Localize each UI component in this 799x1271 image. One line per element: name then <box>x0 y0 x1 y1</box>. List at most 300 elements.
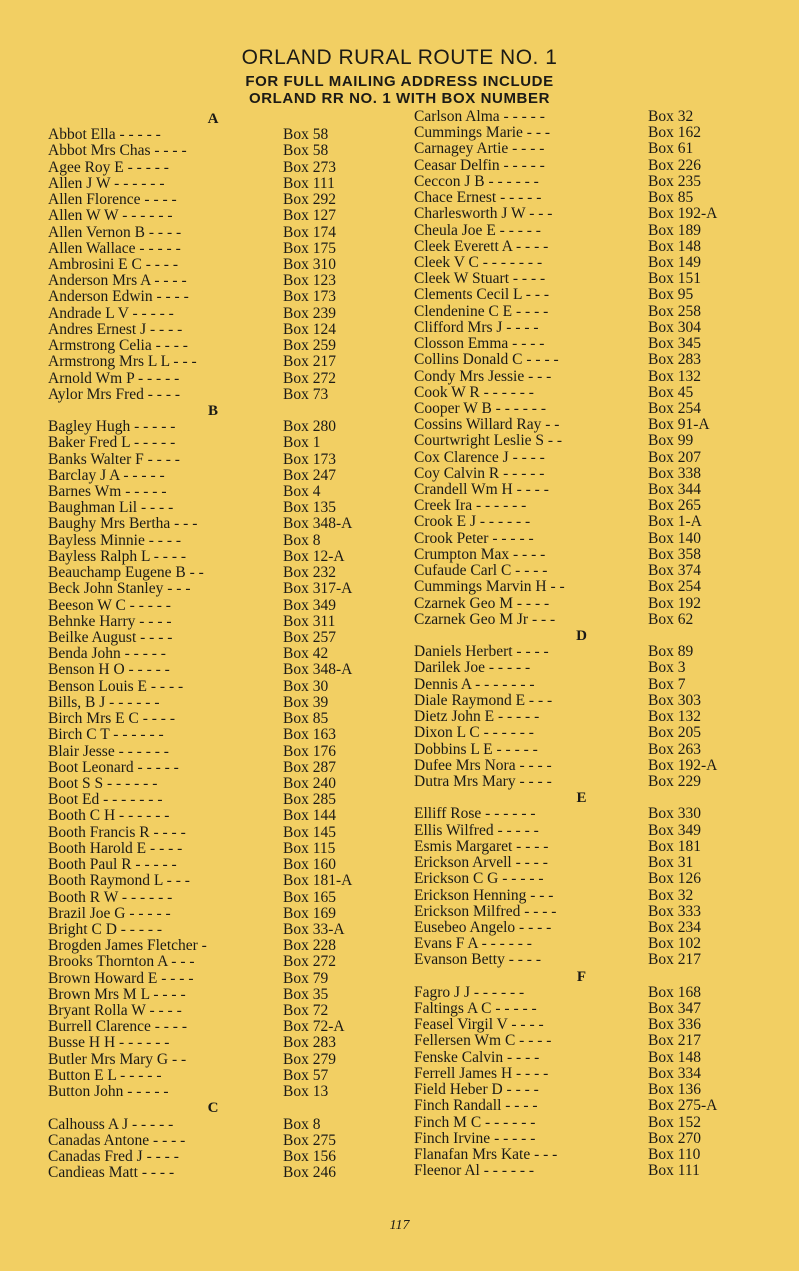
resident-name: Cummings Marie - - - <box>414 124 551 142</box>
right-column <box>414 109 764 1179</box>
directory-entry <box>414 920 764 936</box>
resident-name: Burrell Clarence - - - - <box>48 1018 188 1036</box>
box-number: Box 181-A <box>283 872 353 890</box>
section-letter: D <box>576 628 587 644</box>
resident-name: Finch Randall - - - - <box>414 1097 538 1115</box>
resident-name: Cummings Marvin H - - <box>414 578 565 596</box>
box-number: Box 273 <box>283 158 336 176</box>
box-number: Box 89 <box>648 643 694 661</box>
directory-entry <box>48 533 383 549</box>
directory-entry <box>414 174 764 190</box>
directory-entry <box>48 273 383 289</box>
box-number: Box 102 <box>648 935 701 953</box>
resident-name: Daniels Herbert - - - - <box>414 643 549 661</box>
resident-name: Butler Mrs Mary G - - <box>48 1050 187 1068</box>
box-number: Box 12-A <box>283 547 345 565</box>
resident-name: Carlson Alma - - - - - <box>414 108 545 125</box>
directory-entry <box>48 225 383 241</box>
box-number: Box 126 <box>648 870 701 888</box>
directory-entry <box>414 823 764 839</box>
directory-entry <box>48 208 383 224</box>
directory-entry <box>414 1163 764 1179</box>
resident-name: Dobbins L E - - - - - <box>414 740 538 758</box>
directory-entry <box>414 401 764 417</box>
box-number: Box 317-A <box>283 580 353 598</box>
resident-name: Cook W R - - - - - - <box>414 383 534 401</box>
resident-name: Fenske Calvin - - - - <box>414 1048 540 1066</box>
section-letter: A <box>207 111 219 127</box>
resident-name: Birch Mrs E C - - - - <box>48 710 175 728</box>
box-number: Box 85 <box>648 189 694 207</box>
directory-entry <box>414 1033 764 1049</box>
box-number: Box 229 <box>648 772 701 790</box>
resident-name: Brooks Thornton A - - - <box>48 953 195 971</box>
box-number: Box 283 <box>648 351 701 369</box>
resident-name: Birch C T - - - - - - <box>48 726 164 744</box>
directory-entry <box>414 482 764 498</box>
directory-entry <box>48 1068 383 1084</box>
directory-entry <box>414 450 764 466</box>
resident-name: Closson Emma - - - - <box>414 335 545 353</box>
box-number: Box 310 <box>283 255 336 273</box>
box-number: Box 57 <box>283 1066 329 1084</box>
box-number: Box 257 <box>283 629 336 646</box>
directory-entry <box>48 549 383 565</box>
directory-entry <box>414 725 764 741</box>
box-number: Box 192-A <box>648 205 718 223</box>
resident-name: Cossins Willard Ray - - <box>414 416 560 434</box>
resident-name: Andres Ernest J - - - - <box>48 320 183 338</box>
directory-entry <box>414 190 764 206</box>
box-number: Box 124 <box>283 320 336 338</box>
directory-entry <box>48 808 383 824</box>
directory-entry <box>48 825 383 841</box>
directory-entry <box>414 385 764 401</box>
box-number: Box 72-A <box>283 1018 345 1036</box>
box-number: Box 115 <box>283 839 336 857</box>
box-number: Box 240 <box>283 774 336 792</box>
directory-entry <box>414 1147 764 1163</box>
box-number: Box 85 <box>283 710 329 728</box>
resident-name: Benson H O - - - - - <box>48 661 170 679</box>
resident-name: Booth Francis R - - - - <box>48 823 186 841</box>
resident-name: Eusebeo Angelo - - - - <box>414 918 552 936</box>
directory-entry <box>414 125 764 141</box>
box-number: Box 32 <box>648 886 694 904</box>
resident-name: Dixon L C - - - - - - <box>414 724 534 742</box>
directory-entry <box>48 662 383 678</box>
box-number: Box 226 <box>648 156 701 174</box>
directory-entry <box>414 239 764 255</box>
resident-name: Benda John - - - - - <box>48 645 166 663</box>
resident-name: Crumpton Max - - - - <box>414 545 546 563</box>
resident-name: Booth Paul R - - - - - <box>48 856 177 874</box>
directory-entry <box>48 160 383 176</box>
resident-name: Allen Vernon B - - - - <box>48 223 182 241</box>
resident-name: Brogden James Fletcher - <box>48 937 207 955</box>
directory-entry <box>48 760 383 776</box>
directory-entry <box>48 143 383 159</box>
box-number: Box 348-A <box>283 661 353 679</box>
directory-entry <box>48 614 383 630</box>
resident-name: Cleek W Stuart - - - - <box>414 270 546 288</box>
subtitle-line-2: ORLAND RR NO. 1 WITH BOX NUMBER <box>248 90 551 107</box>
box-number: Box 174 <box>283 223 336 241</box>
box-number: Box 13 <box>283 1083 329 1101</box>
resident-name: Boot Ed - - - - - - - <box>48 791 163 809</box>
box-number: Box 247 <box>283 466 336 484</box>
box-number: Box 232 <box>283 564 336 582</box>
resident-name: Evans F A - - - - - - <box>414 935 532 953</box>
resident-name: Cox Clarence J - - - - <box>414 448 545 466</box>
box-number: Box 45 <box>648 383 694 401</box>
directory-entry <box>414 1131 764 1147</box>
directory-entry <box>48 987 383 1003</box>
resident-name: Coy Calvin R - - - - - <box>414 464 545 482</box>
directory-entry <box>48 176 383 192</box>
directory-entry <box>48 954 383 970</box>
box-number: Box 334 <box>648 1064 701 1082</box>
resident-name: Bayless Minnie - - - - <box>48 531 182 549</box>
resident-name: Darilek Joe - - - - - <box>414 659 531 677</box>
resident-name: Armstrong Celia - - - - <box>48 337 188 355</box>
box-number: Box 162 <box>648 124 701 142</box>
box-number: Box 181 <box>648 837 701 855</box>
directory-entry <box>48 1117 383 1133</box>
resident-name: Feasel Virgil V - - - - <box>414 1016 544 1034</box>
directory-entry <box>414 855 764 871</box>
resident-name: Abbot Mrs Chas - - - - <box>48 142 187 160</box>
resident-name: Clifford Mrs J - - - - <box>414 318 539 336</box>
resident-name: Erickson Henning - - - <box>414 886 554 904</box>
resident-name: Bagley Hugh - - - - - <box>48 418 176 436</box>
box-number: Box 333 <box>648 902 701 920</box>
directory-entry <box>414 952 764 968</box>
box-number: Box 73 <box>283 385 329 403</box>
resident-name: Ferrell James H - - - - <box>414 1064 549 1082</box>
resident-name: Barnes Wm - - - - - <box>48 483 167 501</box>
directory-entry <box>414 141 764 157</box>
resident-name: Baker Fred L - - - - - <box>48 434 176 452</box>
box-number: Box 151 <box>648 270 701 288</box>
resident-name: Bright C D - - - - - <box>48 920 163 938</box>
resident-name: Brown Mrs M L - - - - <box>48 985 186 1003</box>
directory-entry <box>414 563 764 579</box>
resident-name: Czarnek Geo M - - - - <box>414 594 550 612</box>
box-number: Box 127 <box>283 207 336 225</box>
box-number: Box 217 <box>283 353 336 371</box>
box-number: Box 169 <box>283 904 336 922</box>
resident-name: Brazil Joe G - - - - - <box>48 904 171 922</box>
box-number: Box 62 <box>648 610 694 628</box>
directory-entry <box>48 192 383 208</box>
directory-entry <box>414 936 764 952</box>
page-title: ORLAND RURAL ROUTE NO. 1 <box>241 46 558 69</box>
resident-name: Faltings A C - - - - - <box>414 1000 537 1018</box>
directory-entry <box>414 871 764 887</box>
box-number: Box 217 <box>648 951 701 969</box>
box-number: Box 135 <box>283 499 336 517</box>
directory-entry <box>48 971 383 987</box>
box-number: Box 192-A <box>648 756 718 774</box>
resident-name: Armstrong Mrs L L - - - <box>48 353 197 371</box>
box-number: Box 283 <box>283 1034 336 1052</box>
resident-name: Finch Irvine - - - - - <box>414 1129 536 1147</box>
directory-entry <box>48 289 383 305</box>
directory-entry <box>48 322 383 338</box>
directory-entry <box>48 727 383 743</box>
directory-entry <box>414 596 764 612</box>
box-number: Box 123 <box>283 272 336 290</box>
directory-entry <box>48 792 383 808</box>
directory-entry <box>414 985 764 1001</box>
directory-entry <box>48 452 383 468</box>
resident-name: Erickson C G - - - - - <box>414 870 544 888</box>
directory-entry <box>414 271 764 287</box>
directory-entry <box>48 257 383 273</box>
directory-entry <box>48 1149 383 1165</box>
resident-name: Carnagey Artie - - - - <box>414 140 545 158</box>
directory-entry <box>414 709 764 725</box>
box-number: Box 173 <box>283 288 336 306</box>
box-number: Box 246 <box>283 1164 336 1182</box>
box-number: Box 349 <box>283 596 336 614</box>
directory-entry <box>48 354 383 370</box>
directory-entry <box>48 1165 383 1181</box>
resident-name: Fleenor Al - - - - - - <box>414 1162 535 1180</box>
directory-entry <box>414 433 764 449</box>
directory-entry <box>414 1066 764 1082</box>
directory-entry <box>414 158 764 174</box>
resident-name: Behnke Harry - - - - <box>48 612 172 630</box>
box-number: Box 349 <box>648 821 701 839</box>
directory-entry <box>48 630 383 646</box>
subtitle-line-1: FOR FULL MAILING ADDRESS INCLUDE <box>245 73 554 90</box>
resident-name: Esmis Margaret - - - - <box>414 837 549 855</box>
directory-entry <box>48 565 383 581</box>
directory-entry <box>48 1003 383 1019</box>
box-number: Box 111 <box>648 1162 700 1180</box>
box-number: Box 165 <box>283 888 336 906</box>
directory-entry <box>414 1098 764 1114</box>
resident-name: Collins Donald C - - - - <box>414 351 559 369</box>
resident-name: Allen Florence - - - - <box>48 191 177 209</box>
resident-name: Ceasar Delfin - - - - - <box>414 156 545 174</box>
directory-entry <box>414 352 764 368</box>
directory-entry <box>48 679 383 695</box>
box-number: Box 4 <box>283 483 321 501</box>
box-number: Box 32 <box>648 108 694 125</box>
directory-entry <box>414 223 764 239</box>
directory-entry <box>414 304 764 320</box>
resident-name: Candieas Matt - - - - <box>48 1164 175 1182</box>
resident-name: Condy Mrs Jessie - - - <box>414 367 552 385</box>
box-number: Box 72 <box>283 1002 329 1020</box>
resident-name: Agee Roy E - - - - - <box>48 158 169 176</box>
directory-entry <box>414 742 764 758</box>
resident-name: Allen W W - - - - - - <box>48 207 173 225</box>
resident-name: Crook Peter - - - - - <box>414 529 534 547</box>
directory-entry <box>48 500 383 516</box>
directory-entry <box>48 338 383 354</box>
box-number: Box 1-A <box>648 513 702 531</box>
directory-entry <box>48 857 383 873</box>
directory-entry <box>414 644 764 660</box>
box-number: Box 304 <box>648 318 701 336</box>
resident-name: Booth R W - - - - - - <box>48 888 173 906</box>
box-number: Box 31 <box>648 854 694 872</box>
page-number: 117 <box>389 1218 410 1233</box>
box-number: Box 336 <box>648 1016 701 1034</box>
directory-entry <box>48 484 383 500</box>
directory-entry <box>414 109 764 125</box>
box-number: Box 239 <box>283 304 336 322</box>
box-number: Box 168 <box>648 983 701 1001</box>
section-letter: C <box>207 1100 219 1117</box>
resident-name: Brown Howard E - - - - <box>48 969 194 987</box>
box-number: Box 91-A <box>648 416 710 434</box>
resident-name: Canadas Fred J - - - - <box>48 1148 179 1165</box>
resident-name: Crook E J - - - - - - <box>414 513 531 531</box>
box-number: Box 145 <box>283 823 336 841</box>
box-number: Box 279 <box>283 1050 336 1068</box>
resident-name: Ellis Wilfred - - - - - <box>414 821 539 839</box>
box-number: Box 311 <box>283 612 336 630</box>
directory-entry <box>414 287 764 303</box>
box-number: Box 344 <box>648 481 701 499</box>
box-number: Box 1 <box>283 434 321 452</box>
box-number: Box 374 <box>648 562 701 580</box>
box-number: Box 275 <box>283 1131 336 1149</box>
resident-name: Erickson Arvell - - - - <box>414 854 548 872</box>
directory-entry <box>414 888 764 904</box>
directory-entry <box>48 1019 383 1035</box>
resident-name: Cooper W B - - - - - - <box>414 399 547 417</box>
directory-entry <box>414 1082 764 1098</box>
resident-name: Allen J W - - - - - - <box>48 174 165 192</box>
resident-name: Cufaude Carl C - - - - <box>414 562 548 580</box>
resident-name: Booth C H - - - - - - <box>48 807 170 825</box>
resident-name: Benson Louis E - - - - <box>48 677 184 695</box>
box-number: Box 132 <box>648 367 701 385</box>
directory-entry <box>414 774 764 790</box>
directory-entry <box>414 693 764 709</box>
box-number: Box 258 <box>648 302 701 320</box>
directory-entry <box>48 695 383 711</box>
resident-name: Blair Jesse - - - - - - <box>48 742 169 760</box>
box-number: Box 303 <box>648 691 701 709</box>
resident-name: Flanafan Mrs Kate - - - <box>414 1146 558 1163</box>
box-number: Box 132 <box>648 708 701 726</box>
box-number: Box 58 <box>283 142 329 160</box>
resident-name: Allen Wallace - - - - - <box>48 239 181 257</box>
box-number: Box 33-A <box>283 920 345 938</box>
box-number: Box 347 <box>648 1000 701 1018</box>
box-number: Box 259 <box>283 337 336 355</box>
resident-name: Evanson Betty - - - - <box>414 951 541 969</box>
box-number: Box 30 <box>283 677 329 695</box>
directory-entry <box>414 1017 764 1033</box>
box-number: Box 280 <box>283 418 336 436</box>
directory-entry <box>414 579 764 595</box>
box-number: Box 348-A <box>283 515 353 533</box>
directory-entry <box>48 1084 383 1100</box>
resident-name: Clendenine C E - - - - <box>414 302 549 320</box>
resident-name: Button John - - - - - <box>48 1083 169 1101</box>
resident-name: Finch M C - - - - - - <box>414 1113 536 1131</box>
resident-name: Fagro J J - - - - - - <box>414 983 525 1001</box>
directory-entry <box>414 1001 764 1017</box>
resident-name: Chace Ernest - - - - - <box>414 189 542 207</box>
box-number: Box 110 <box>648 1146 701 1163</box>
directory-entry <box>48 598 383 614</box>
resident-name: Banks Walter F - - - - <box>48 450 180 468</box>
resident-name: Charlesworth J W - - - <box>414 205 553 223</box>
directory-entry <box>414 320 764 336</box>
resident-name: Button E L - - - - - <box>48 1066 162 1084</box>
directory-entry <box>48 841 383 857</box>
resident-name: Czarnek Geo M Jr - - - <box>414 610 556 628</box>
directory-entry <box>414 255 764 271</box>
directory-entry <box>48 1035 383 1051</box>
directory-entry <box>414 839 764 855</box>
resident-name: Ceccon J B - - - - - - <box>414 172 539 190</box>
resident-name: Bayless Ralph L - - - - <box>48 547 187 565</box>
resident-name: Erickson Milfred - - - - <box>414 902 557 920</box>
box-number: Box 8 <box>283 531 321 549</box>
directory-entry <box>414 498 764 514</box>
section-letter: E <box>576 790 587 807</box>
directory-entry <box>48 646 383 662</box>
directory-entry <box>414 531 764 547</box>
resident-name: Diale Raymond E - - - <box>414 691 553 709</box>
box-number: Box 330 <box>648 805 701 823</box>
resident-name: Calhouss A J - - - - - <box>48 1115 174 1133</box>
resident-name: Dutra Mrs Mary - - - - <box>414 772 552 790</box>
box-number: Box 156 <box>283 1148 336 1165</box>
directory-entry <box>48 922 383 938</box>
box-number: Box 287 <box>283 758 336 776</box>
box-number: Box 176 <box>283 742 336 760</box>
resident-name: Busse H H - - - - - - <box>48 1034 170 1052</box>
directory-entry <box>48 435 383 451</box>
box-number: Box 144 <box>283 807 336 825</box>
resident-name: Abbot Ella - - - - - <box>48 126 161 144</box>
resident-name: Elliff Rose - - - - - - <box>414 805 536 823</box>
resident-name: Canadas Antone - - - - <box>48 1131 186 1149</box>
directory-entry <box>48 890 383 906</box>
directory-entry <box>48 1052 383 1068</box>
directory-entry <box>48 744 383 760</box>
resident-name: Bills, B J - - - - - - <box>48 693 160 711</box>
directory-entry <box>48 306 383 322</box>
resident-name: Crandell Wm H - - - - <box>414 481 549 499</box>
resident-name: Field Heber D - - - - <box>414 1081 539 1099</box>
directory-entry <box>414 612 764 628</box>
box-number: Box 189 <box>648 221 701 239</box>
directory-entry <box>48 419 383 435</box>
resident-name: Barclay J A - - - - - <box>48 466 165 484</box>
resident-name: Dennis A - - - - - - - <box>414 675 535 693</box>
box-number: Box 148 <box>648 1048 701 1066</box>
resident-name: Bryant Rolla W - - - - <box>48 1002 182 1020</box>
box-number: Box 254 <box>648 399 701 417</box>
resident-name: Booth Harold E - - - - <box>48 839 183 857</box>
directory-entry <box>414 369 764 385</box>
directory-entry <box>414 904 764 920</box>
resident-name: Aylor Mrs Fred - - - - <box>48 385 181 403</box>
resident-name: Boot Leonard - - - - - <box>48 758 179 776</box>
